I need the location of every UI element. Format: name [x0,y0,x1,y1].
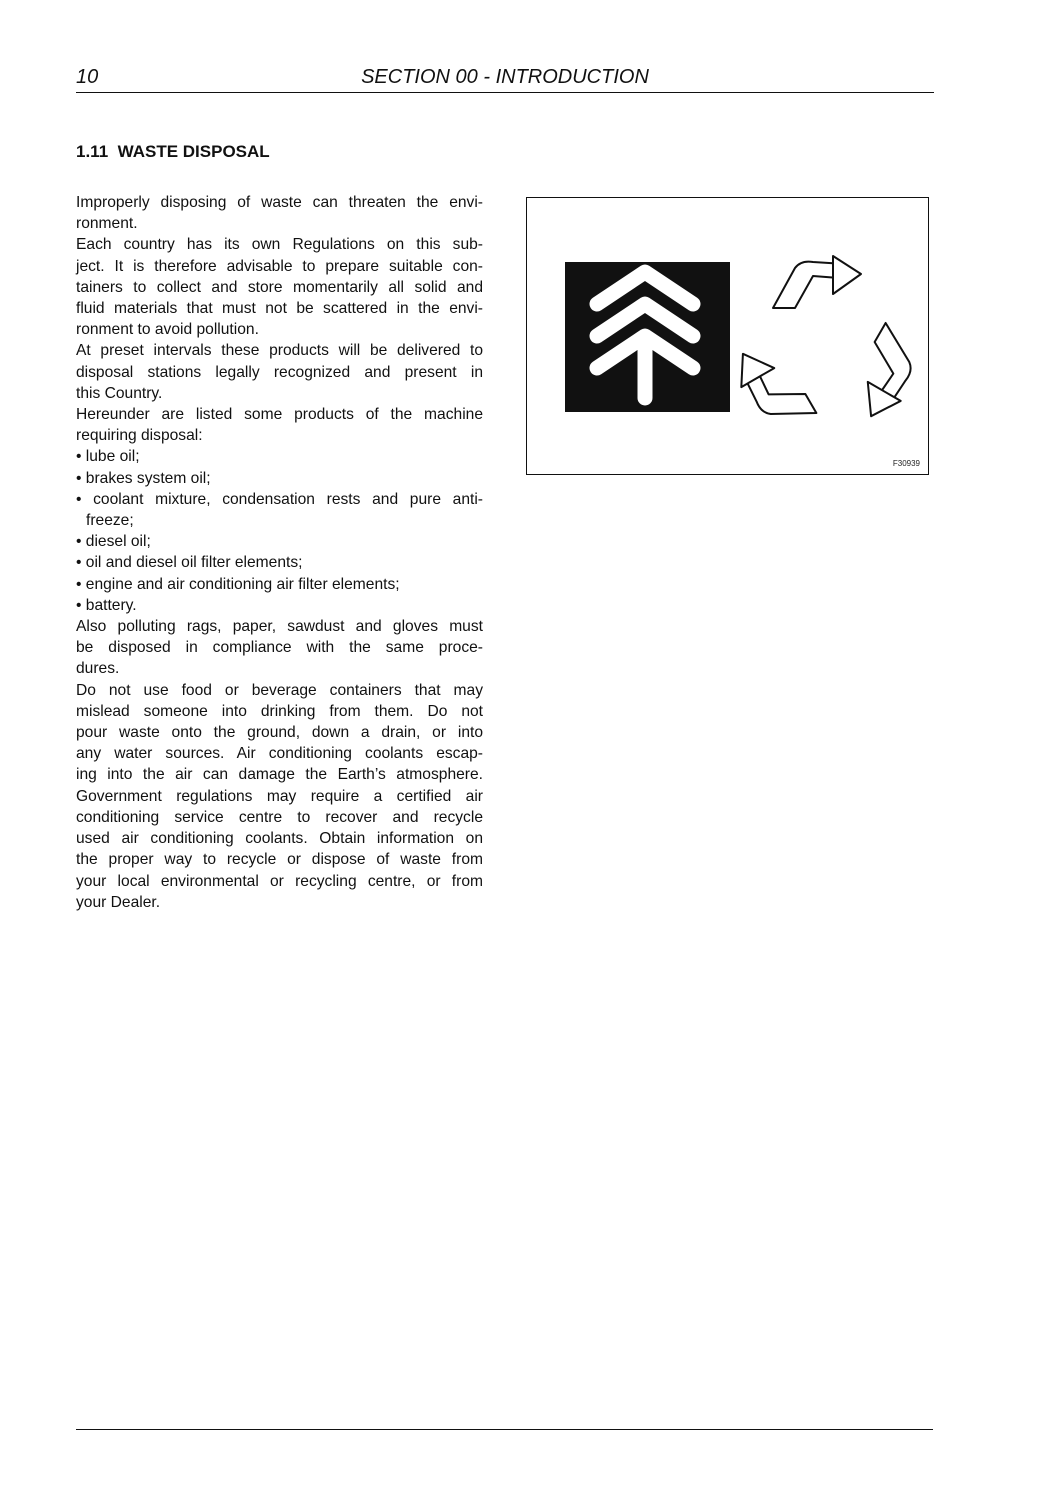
text-line: the proper way to recycle or dispose of waste from [76,851,483,869]
section-number: 1.11 [76,142,109,161]
text-line: your Dealer. [76,893,161,911]
list-item: • brakes system oil; [76,469,211,487]
recycle-icon [727,256,927,439]
list-item: • battery. [76,596,137,614]
text-line: Improperly disposing of waste can threaten the envi- [76,194,483,211]
paragraph-1 [76,192,483,234]
figure-code: F30939 [892,459,920,468]
text-line: mislead someone into drinking from them. Do not [76,702,483,720]
text-line: tainers to collect and store momentarily all solid and [76,278,483,296]
text-line: Hereunder are listed some products of the machine [76,406,483,424]
paragraph-5 [76,616,483,680]
section-title: SECTION 00 - INTRODUCTION [361,66,649,88]
text-line: requiring disposal: [76,427,203,445]
list-item-continuation: freeze; [86,512,134,530]
text-line: ject. It is therefore advisable to prepare suitable con- [76,257,483,275]
text-line: fluid materials that must not be scattered in the envi- [76,300,483,318]
text-line: ronment. [76,215,138,233]
text-line: At preset intervals these products will be delivered to [76,342,483,360]
footer-rule [76,1429,933,1430]
section-heading-title: WASTE DISPOSAL [117,142,270,161]
list-item: • coolant mixture, condensation rests and pure anti- [76,490,483,508]
list-item: • oil and diesel oil filter elements; [76,554,303,572]
text-line: this Country. [76,384,163,402]
text-line: pour waste onto the ground, down a drain, or into [76,724,483,742]
text-line: your local environmental or recycling centre, or from [76,872,483,890]
paragraph-4 [76,404,483,446]
figure-artwork [527,198,927,473]
waste-disposal-figure [526,197,929,475]
list-item: • diesel oil; [76,533,151,551]
text-line: ing into the air can damage the Earth’s atmosphere. [76,766,483,784]
text-line: Each country has its own Regulations on this sub- [76,236,483,254]
text-line: disposal stations legally recognized and present in [76,363,483,381]
text-line: conditioning service centre to recover and recycle [76,808,483,826]
text-line: ronment to avoid pollution. [76,321,259,339]
section-heading [76,142,270,162]
disposal-list [76,446,483,616]
paragraph-6 [76,680,483,913]
list-item: • lube oil; [76,448,140,466]
page-number: 10 [76,66,99,88]
body-text [76,192,483,913]
text-line: Government regulations may require a certified air [76,787,483,805]
paragraph-2 [76,234,483,340]
paragraph-3 [76,340,483,404]
text-line: dures. [76,660,120,678]
text-line: any water sources. Air conditioning coolants escap- [76,745,483,763]
tree-arrow-icon [565,262,730,412]
text-line: Do not use food or beverage containers that may [76,681,483,699]
text-line: be disposed in compliance with the same proce- [76,639,483,657]
text-line: used air conditioning coolants. Obtain information on [76,830,483,848]
list-item: • engine and air conditioning air filter elements; [76,575,400,593]
text-line: Also polluting rags, paper, sawdust and gloves must [76,618,483,636]
page-header [76,66,934,93]
